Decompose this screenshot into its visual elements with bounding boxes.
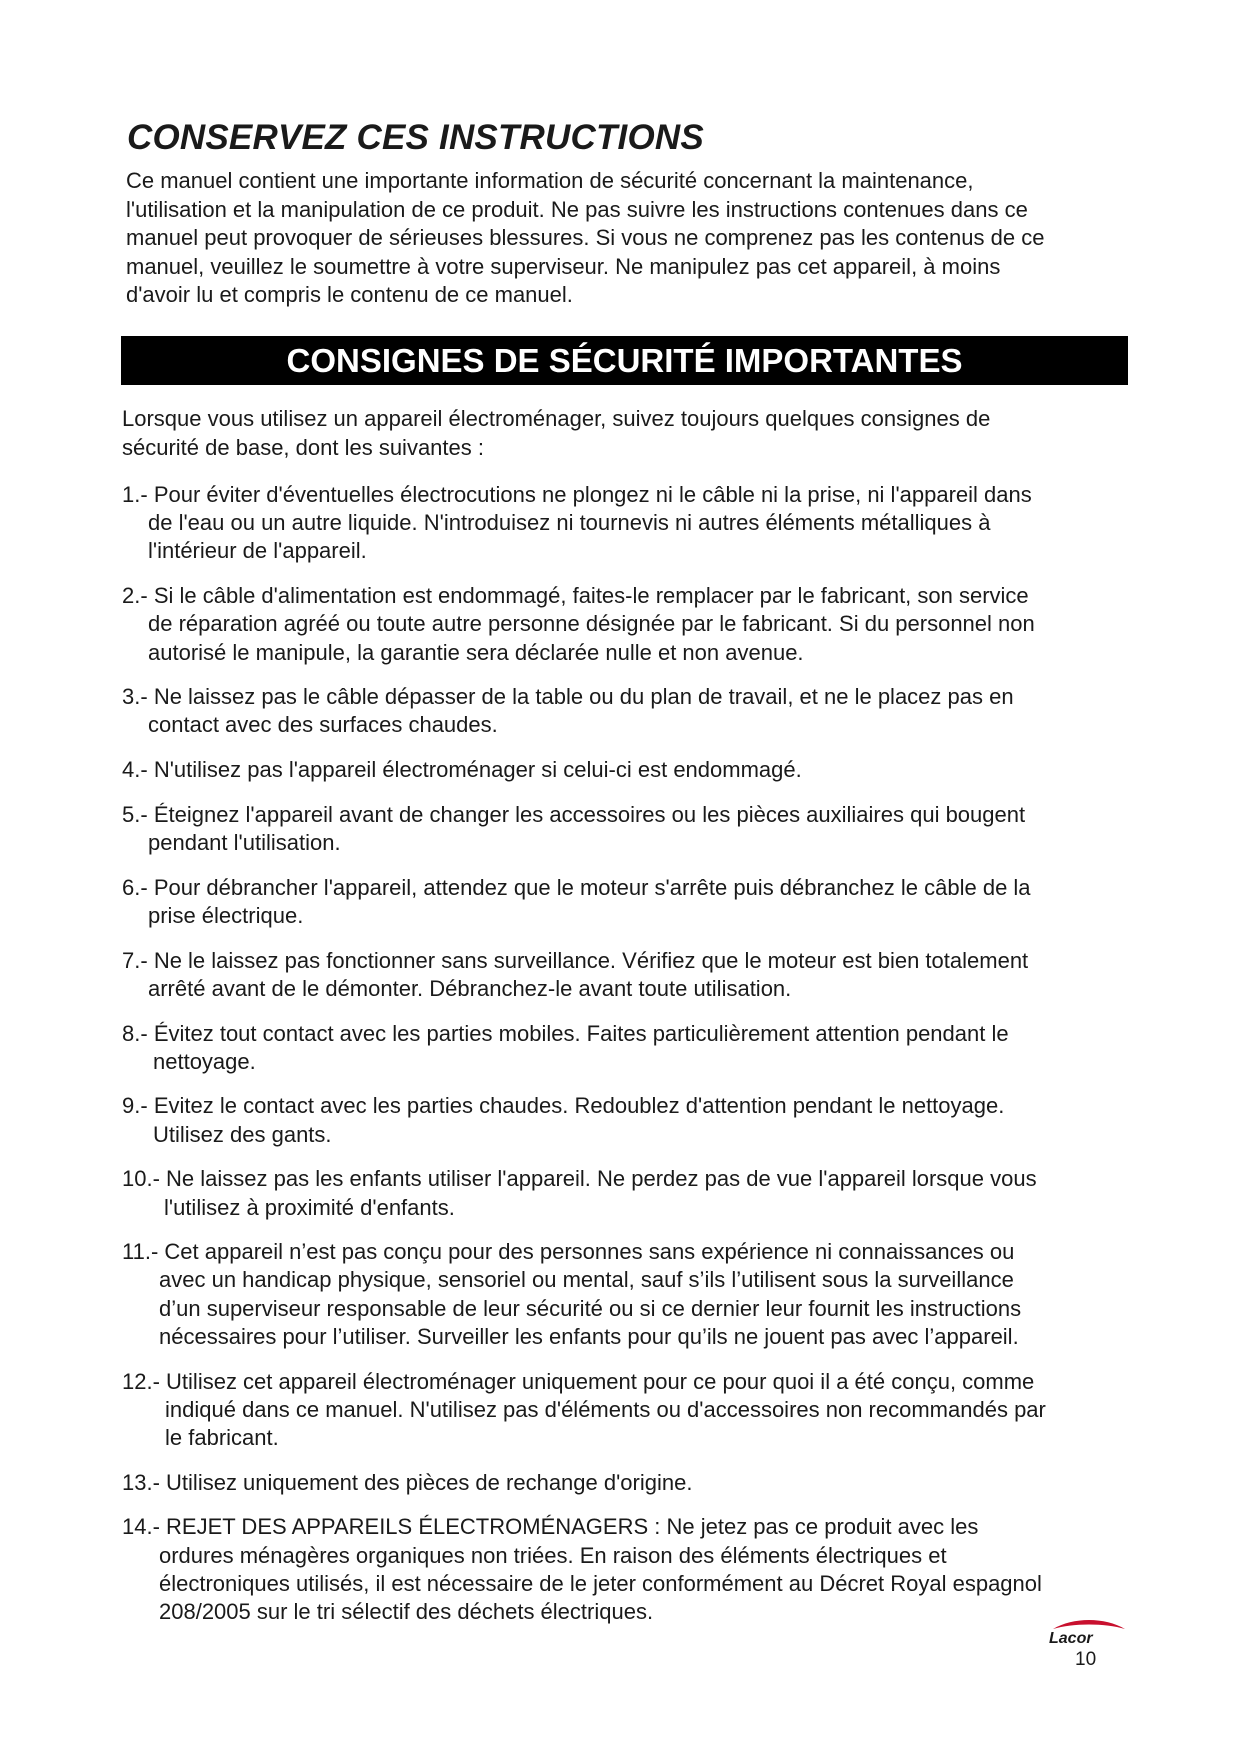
safety-item-number: 13.- <box>122 1469 160 1495</box>
safety-item-number: 3.- <box>122 684 148 710</box>
safety-item-line: électroniques utilisés, il est nécessaire de le jeter conformément au Décret Royal espagnol <box>159 1570 1042 1596</box>
safety-item-line: indiqué dans ce manuel. N'utilisez pas d'éléments ou d'accessoires non recommandés par <box>165 1396 1046 1422</box>
safety-item-number: 5.- <box>122 801 148 827</box>
safety-item-number: 12.- <box>122 1368 160 1394</box>
safety-item-text: Éteignez l'appareil avant de changer les accessoires ou les pièces auxiliaires qui bougent <box>153 801 1026 827</box>
safety-item-line: contact avec des surfaces chaudes. <box>148 712 498 738</box>
safety-item-line <box>122 1165 1132 1193</box>
intro-line: manuel peut provoquer de sérieuses blessures. Si vous ne comprenez pas les contenus de ce <box>126 225 1045 251</box>
safety-item-number: 7.- <box>122 947 148 973</box>
section-banner: CONSIGNES DE SÉCURITÉ IMPORTANTES <box>121 336 1128 385</box>
safety-item-text: N'utilisez pas l'appareil électroménager si celui-ci est endommagé. <box>153 757 802 783</box>
safety-item-line: nécessaires pour l’utiliser. Surveiller les enfants pour qu’ils ne jouent pas avec l’appareil. <box>159 1323 1019 1349</box>
safety-item-line: l'utilisez à proximité d'enfants. <box>164 1194 455 1220</box>
safety-item <box>122 1165 1132 1221</box>
safety-item-line: ordures ménagères organiques non triées. En raison des éléments électriques et <box>159 1542 947 1568</box>
safety-item-line: le fabricant. <box>165 1424 279 1450</box>
safety-item-line <box>122 1513 1132 1541</box>
safety-item-text: Utilisez uniquement des pièces de rechange d'origine. <box>166 1469 693 1495</box>
safety-item-number: 2.- <box>122 583 148 609</box>
safety-item-text: Cet appareil n’est pas conçu pour des personnes sans expérience ni connaissances ou <box>164 1239 1015 1265</box>
safety-item-number: 8.- <box>122 1020 148 1046</box>
safety-item-line: avec un handicap physique, sensoriel ou mental, sauf s’ils l’utilisent sous la surveillance <box>159 1267 1014 1293</box>
safety-item-line: de l'eau ou un autre liquide. N'introduisez ni tournevis ni autres éléments métalliques à <box>148 510 991 536</box>
intro-line: d'avoir lu et compris le contenu de ce manuel. <box>126 282 573 308</box>
safety-item <box>122 1469 1132 1497</box>
page-title: CONSERVEZ CES INSTRUCTIONS <box>127 118 704 157</box>
safety-item <box>122 481 1132 566</box>
page-number: 10 <box>1075 1649 1097 1670</box>
lead-paragraph <box>122 405 1122 462</box>
safety-item-text: Ne le laissez pas fonctionner sans surveillance. Vérifiez que le moteur est bien totalement <box>153 947 1029 973</box>
logo-swoosh <box>1053 1620 1125 1629</box>
safety-item-number: 10.- <box>122 1166 160 1192</box>
safety-item-line <box>122 874 1132 902</box>
safety-item-line <box>122 1020 1132 1048</box>
safety-item-number: 6.- <box>122 874 148 900</box>
safety-item <box>122 1368 1132 1453</box>
safety-item-line <box>122 683 1132 711</box>
safety-item-line <box>122 756 1132 784</box>
safety-item-number: 11.- <box>122 1239 159 1265</box>
safety-item-number: 1.- <box>122 482 148 507</box>
safety-item <box>122 1513 1132 1626</box>
intro-line: manuel, veuillez le soumettre à votre superviseur. Ne manipulez pas cet appareil, à moins <box>126 253 1001 279</box>
safety-item-line <box>122 481 1132 509</box>
safety-item <box>122 1092 1132 1148</box>
safety-item <box>122 756 1132 784</box>
safety-item-text: Pour débrancher l'appareil, attendez que le moteur s'arrête puis débranchez le câble de la <box>153 874 1031 900</box>
safety-item-text: Évitez tout contact avec les parties mobiles. Faites particulièrement attention pendant le <box>153 1020 1009 1046</box>
safety-item-text: Ne laissez pas les enfants utiliser l'appareil. Ne perdez pas de vue l'appareil lorsque vous <box>166 1166 1037 1192</box>
safety-item-text: Si le câble d'alimentation est endommagé, faites-le remplacer par le fabricant, son service <box>153 583 1029 609</box>
safety-item-line: arrêté avant de le démonter. Débranchez-le avant toute utilisation. <box>148 975 792 1001</box>
safety-item-text: Utilisez cet appareil électroménager uniquement pour ce pour quoi il a été conçu, comme <box>166 1368 1035 1394</box>
safety-item-line <box>122 582 1132 610</box>
safety-item-line: 208/2005 sur le tri sélectif des déchets électriques. <box>159 1599 654 1624</box>
safety-item-line: nettoyage. <box>153 1048 256 1074</box>
lead-line: sécurité de base, dont les suivantes : <box>122 434 484 460</box>
lead-line: Lorsque vous utilisez un appareil électroménager, suivez toujours quelques consignes de <box>122 406 991 431</box>
safety-item <box>122 582 1132 667</box>
safety-item-line <box>122 1092 1132 1120</box>
safety-item <box>122 1020 1132 1076</box>
safety-item <box>122 683 1132 739</box>
safety-item-text: Ne laissez pas le câble dépasser de la table ou du plan de travail, et ne le placez pas en <box>153 684 1014 710</box>
safety-item-line <box>122 947 1132 975</box>
safety-item-number: 14.- <box>122 1514 160 1540</box>
logo-wordmark: Lacor <box>1049 1630 1093 1646</box>
safety-item-number: 4.- <box>122 757 148 783</box>
intro-line: l'utilisation et la manipulation de ce produit. Ne pas suivre les instructions contenues dans ce <box>126 196 1028 222</box>
safety-list <box>122 481 1132 1643</box>
safety-item <box>122 1238 1132 1351</box>
safety-item-line <box>122 1238 1132 1266</box>
intro-line: Ce manuel contient une importante information de sécurité concernant la maintenance, <box>126 168 974 193</box>
safety-item <box>122 947 1132 1003</box>
safety-item-line: d’un superviseur responsable de leur sécurité ou si ce dernier leur fournit les instructions <box>159 1295 1022 1321</box>
safety-item-line: de réparation agréé ou toute autre personne désignée par le fabricant. Si du personnel non <box>148 611 1035 637</box>
safety-item-number: 9.- <box>122 1093 148 1119</box>
lacor-logo <box>1047 1620 1129 1646</box>
safety-item-text: Evitez le contact avec les parties chaudes. Redoublez d'attention pendant le nettoyage. <box>153 1093 1005 1119</box>
safety-item-line <box>122 1469 1132 1497</box>
safety-item-line: autorisé le manipule, la garantie sera déclarée nulle et non avenue. <box>148 639 804 665</box>
safety-item-line: prise électrique. <box>148 902 304 928</box>
safety-item <box>122 801 1132 857</box>
safety-item-text: Pour éviter d'éventuelles électrocutions ne plongez ni le câble ni la prise, ni l'appareil dans <box>153 482 1032 507</box>
safety-item-line <box>122 1368 1132 1396</box>
safety-item-line: l'intérieur de l'appareil. <box>148 538 367 564</box>
safety-item-line: Utilisez des gants. <box>153 1121 332 1147</box>
safety-item-text: REJET DES APPAREILS ÉLECTROMÉNAGERS : Ne jetez pas ce produit avec les <box>166 1514 979 1540</box>
safety-item-line <box>122 801 1132 829</box>
safety-item-line: pendant l'utilisation. <box>148 830 341 856</box>
intro-paragraph <box>126 167 1116 310</box>
safety-item <box>122 874 1132 930</box>
